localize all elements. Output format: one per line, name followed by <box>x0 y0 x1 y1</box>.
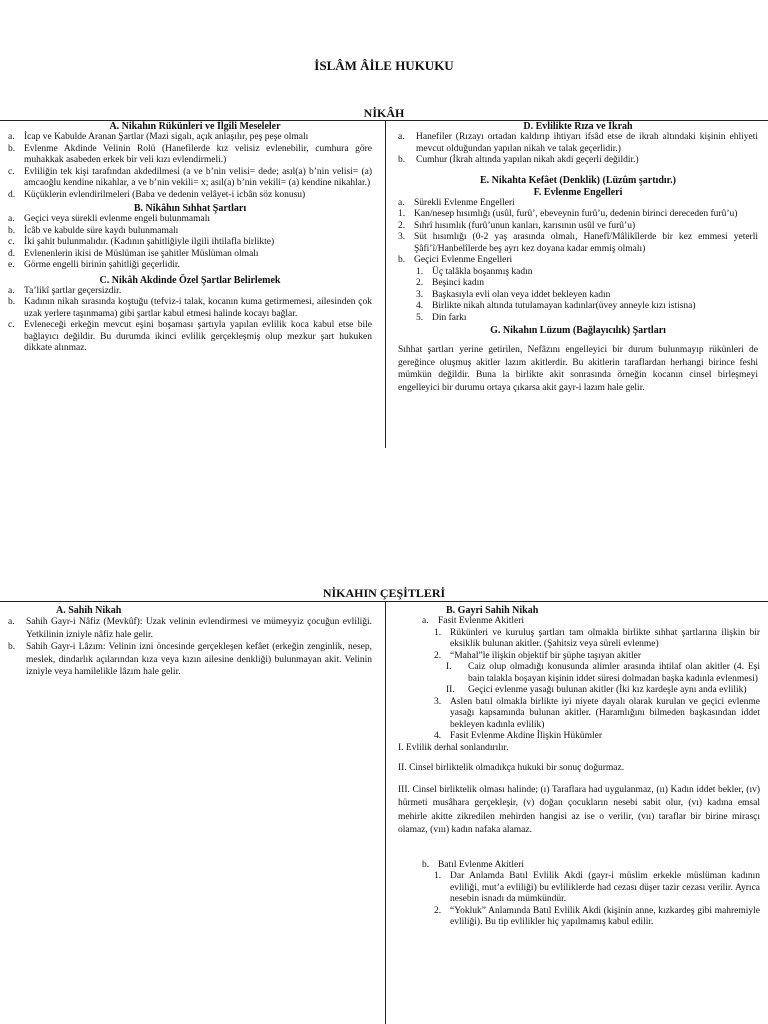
cesitler-left-column <box>8 605 372 679</box>
list-marker: b. <box>398 155 406 165</box>
list-marker: a. <box>8 132 15 142</box>
list-text: Kan/nesep hısımlığı (usûl, furû’, ebeveynin furû’u, dedenin birinci dereceden furû’u) <box>414 209 738 219</box>
hukum-1: I. Evlilik derhal sonlandırılır. <box>398 742 509 753</box>
sahih-nikah-title: A. Sahih Nikah <box>56 605 122 616</box>
list-marker: c. <box>8 166 15 177</box>
list-text: İcâb ve kabulde süre kaydı bulunmamalı <box>24 225 179 236</box>
list-text: Evliliğin tek kişi tarafından akdedilmesi (a ve b’nin velisi= dede; asıl(a) b’nin velisi= (a) amcaoğlu kendine nikahlar, a ve b’nin vekili= x; asıl(a) b’nin vekili= (a) kendine nikahlar.) <box>24 166 372 188</box>
list-text: Sahih Gayr-i Lâzım: Velinin izni öncesinde gerçekleşen kefâet (erkeğin zenginlik, nesep, meslek, dindarlık açılarından kıza veya kızın ailesine denkliği) bulunmayan akit. Velinin izniyle veya hamilelikle lâzım hale gelir. <box>26 642 372 677</box>
list-marker: I. <box>446 662 452 672</box>
list-marker: b. <box>8 297 16 307</box>
section-c-title: C. Nikâh Akdinde Özel Şartlar Belirlemek <box>99 274 281 286</box>
list-text: Evlenme Akdinde Velinin Rolü (Hanefilerde kız velisiz evlenebilir, cumhura göre muhakkak asabeden erkek bir veli kızı evlendirmeli.) <box>24 143 372 165</box>
list-text: Ta’likî şartlar geçersizdir. <box>24 285 122 296</box>
list-marker: 2. <box>416 278 424 288</box>
list-text: Din farkı <box>432 312 467 323</box>
list-text: Rükünleri ve kuruluş şartları tam olmakla birlikte sıhhat şartlarına ilişkin bir eksiklik bulunan akitler. (Şahitsiz veya süreli evlenme) <box>450 627 760 649</box>
list-marker: a. <box>8 617 15 627</box>
list-item <box>446 662 760 685</box>
gayri-sahih-title: B. Gayri Sahih Nikah <box>446 605 539 616</box>
list-item <box>8 132 372 144</box>
fasit-list <box>398 628 760 663</box>
cesitler-right-column <box>398 605 760 929</box>
list-marker: 3. <box>434 696 442 707</box>
list-item <box>8 616 372 641</box>
nikah-left-column <box>8 121 372 355</box>
list-marker: II. <box>446 685 455 695</box>
batil-sub-title: b. Batıl Evlenme Akitleri <box>422 859 525 870</box>
list-text: Fasit Evlenme Akdine İlişkin Hükümler <box>450 731 602 741</box>
list-marker: b. <box>8 143 16 154</box>
list-marker: d. <box>8 248 16 259</box>
list-item <box>398 209 758 221</box>
list-marker: d. <box>8 189 16 200</box>
list-item <box>398 132 758 155</box>
list-text: Kadının nikah sırasında koştuğu (tefviz-i talak, kocanın kuma getirmemesi, ailesinden çok uzak yerlere taşınmama) gibi şartlar kabul etmesi halinde kocayı bağlar. <box>24 297 372 319</box>
section-d-list <box>398 132 758 167</box>
list-text: “Mahal”le ilişkin objektif bir şüphe taşıyan akitler <box>450 650 642 661</box>
list-item <box>434 651 760 663</box>
list-item <box>434 871 760 906</box>
list-item <box>434 628 760 651</box>
list-text: Üç talâkla boşanmış kadın <box>432 266 533 277</box>
list-marker: b. <box>8 642 16 652</box>
list-item <box>8 226 372 238</box>
list-marker: b. <box>8 225 16 236</box>
list-marker: 3. <box>398 232 406 242</box>
list-text: Caiz olup olmadığı konusunda alimler arasında ihtilaf olan akitler (4. Eşi bain talakla boşayan kişinin iddet süresi dolmadan başka kadınla evlenmesi) <box>468 662 760 684</box>
list-text: Geçici evlenme yasağı bulunan akitler (İki kız kardeşle aynı anda evlilik) <box>468 685 747 695</box>
cesitler-top-rule <box>0 601 768 602</box>
list-item <box>8 320 372 355</box>
section-f-sub-a: a. Sürekli Evlenme Engelleri <box>398 197 515 208</box>
list-marker: 2. <box>434 650 442 661</box>
list-item <box>416 290 758 302</box>
list-item <box>398 155 758 167</box>
list-text: Sahih Gayr-i Nâfiz (Mevkûf): Uzak velinin evlendirmesi ve mümeyyiz çocuğun evliliği. Yetkilinin izniyle nâfiz hale gelir. <box>26 617 372 640</box>
list-text: İcap ve Kabulde Aranan Şartlar (Mazi sigalı, açık anlaşılır, peş peşe olmalı <box>24 132 309 142</box>
hukum-3: III. Cinsel birliktelik olması halinde; (ı) Taraflara had uygulanmaz, (ıı) Kadın iddet bekler, (ıv) hürmeti musâhara gerçekleşir, (v) doğan çocukların nesebi sabit olur, (vı) kadına emsal mehirle akitte zikredilen mehirden hangisi az ise o verilir, (vıı) taraflar bir birine mirasçı olamaz, (vııı) kadın nafaka alamaz. <box>398 784 760 835</box>
list-marker: 1. <box>434 871 442 881</box>
list-text: Hanefiler (Rızayı ortadan kaldırıp ihtiyarı ifsâd etse de ikrah altındaki kişinin ehliyeti mevcut olduğundan yapılan nikah ve talak geçerlidir.) <box>416 132 758 154</box>
fasit-list-continued <box>398 697 760 743</box>
list-text: Küçüklerin evlendirilmeleri (Baba ve dedenin velâyet-i icbân söz konusu) <box>24 189 306 200</box>
cesitler-column-divider <box>385 601 386 1024</box>
list-item <box>8 214 372 226</box>
list-text: Aslen batıl olmakla birlikte iyi niyete dayalı olarak kurulan ve geçici evlenme yasağı kapsamında bulunan akitler. (Haramlığını bilmeden başkasından iddet bekleyen kadınla evlilik) <box>450 696 760 730</box>
section-b-list <box>8 214 372 272</box>
nikah-heading: NİKÂH <box>363 106 405 120</box>
list-marker: 2. <box>434 905 442 916</box>
list-item <box>398 221 758 233</box>
list-item <box>8 167 372 190</box>
list-text: Beşinci kadın <box>432 278 484 288</box>
list-marker: 1. <box>416 266 424 277</box>
list-text: Evlenenlerin ikisi de Müslüman ise şahitler Müslüman olmalı <box>24 248 259 259</box>
section-a-list <box>8 132 372 201</box>
list-text: Görme engelli birinin şahitliği geçerlidir. <box>24 260 180 270</box>
fasit-sub-title: a. Fasit Evlenme Akitleri <box>422 616 525 626</box>
hukum-2: II. Cinsel birliktelik olmadıkça hukuki bir sonuç doğurmaz. <box>398 763 625 773</box>
list-marker: 5. <box>416 312 424 323</box>
list-item <box>8 641 372 679</box>
list-text: Evleneceği erkeğin mevcut eşini boşaması şartıyla yapılan evlilik koca kabul etse bile bağlayıcı değildir. Bu durumda ikinci evlilik gerçekleşmiş olup mezkur şart hukuken dikkate alınmaz. <box>24 320 372 353</box>
section-d-title: D. Evlilikte Rıza ve İkrah <box>523 121 633 132</box>
list-marker: a. <box>8 214 15 224</box>
list-text: İki şahit bulunmalıdır. (Kadının şahitliğiyle ilgili ihtilafla birlikte) <box>24 237 275 247</box>
list-item <box>8 237 372 249</box>
page-title: İSLÂM ÂİLE HUKUKU <box>314 58 454 73</box>
fasit-roman-list <box>398 662 760 697</box>
list-item <box>8 190 372 202</box>
batil-list <box>398 871 760 929</box>
list-item <box>8 297 372 320</box>
list-text: Süt hısımlığı (0-2 yaş arasında olmalı, Hanefî/Mâlikîlerde bir kez emmesi yeterli Şâfi’î/Hanbelîlerde beş ayrı kez doyana kadar emmiş olmalı) <box>414 232 758 254</box>
list-marker: 4. <box>416 301 424 311</box>
section-a-title: A. Nikahın Rükünleri ve İlgili Meseleler <box>109 121 281 132</box>
list-marker: 2. <box>398 220 406 231</box>
list-item <box>416 267 758 279</box>
nikah-right-column <box>398 121 758 394</box>
cesitler-heading: NİKAHIN ÇEŞİTLERİ <box>322 586 446 600</box>
list-item <box>398 232 758 255</box>
list-marker: e. <box>8 260 15 270</box>
section-e-title: E. Nikahta Kefâet (Denklik) (Lüzûm şartıdır.) <box>479 174 677 186</box>
list-item <box>8 286 372 298</box>
list-marker: 1. <box>398 209 406 219</box>
section-g-text: Sıhhat şartları yerine getirilen, Nefâzını engelleyici bir durum bulunmayıp rükünleri de gereğince oluşmuş akitler lazım akitlerdir. Bu akitlerin taraflardan herhangi birince feshi mümkün değildir. Buna la birlikte akit sonrasında örneğin kocanın cinsel birleşmeyi engelleyici bir durumu ortaya çıkarsa akit gayr-i lazım hale gelir. <box>398 345 758 393</box>
list-marker: a. <box>398 132 405 142</box>
section-g-title: G. Nikahın Lüzum (Bağlayıcılık) Şartları <box>490 325 666 336</box>
list-marker: c. <box>8 237 15 247</box>
list-item <box>434 906 760 929</box>
list-marker: 1. <box>434 627 442 638</box>
section-b-title: B. Nikâhın Sıhhat Şartları <box>133 203 247 214</box>
list-item <box>416 301 758 313</box>
list-text: Başkasıyla evli olan veya iddet bekleyen kadın <box>432 289 611 300</box>
list-item <box>8 249 372 261</box>
list-marker: 4. <box>434 731 442 741</box>
list-item <box>416 278 758 290</box>
list-text: Cumhur (İkrah altında yapılan nikah akdi geçerli değildir.) <box>416 155 639 165</box>
list-marker: c. <box>8 320 15 330</box>
section-f-list-a <box>398 209 758 255</box>
section-f-title: F. Evlenme Engelleri <box>533 186 623 198</box>
list-item <box>416 313 758 325</box>
list-item <box>446 685 760 697</box>
list-marker: 3. <box>416 289 424 300</box>
list-text: Birlikte nikah altında tutulamayan kadınlar(üvey anneyle kızı istisna) <box>432 301 696 311</box>
list-item <box>8 144 372 167</box>
list-item <box>8 260 372 272</box>
section-f-list-b <box>398 267 758 325</box>
list-text: Geçici veya sürekli evlenme engeli bulunmamalı <box>24 214 210 224</box>
list-item <box>434 697 760 732</box>
nikah-column-divider <box>385 120 386 448</box>
list-text: “Yokluk” Anlamında Batıl Evlilik Akdi (kişinin anne, kızkardeş gibi mahremiyle evliliği). Bu tip evlilikler hiç yapılmamış kabul edilir. <box>450 905 760 927</box>
section-c-list <box>8 286 372 355</box>
sahih-nikah-list <box>8 616 372 679</box>
list-text: Dar Anlamda Batıl Evlilik Akdi (gayr-i müslim erkekle müslüman kadının evliliği, mut’a evliliği) bu evliliklerde had cezası düşer tazir cezası verilir. Ayrıca nesebin isnadı da mümkündür. <box>450 871 760 904</box>
section-f-sub-b: b. Geçici Evlenme Engelleri <box>398 255 513 265</box>
list-marker: a. <box>8 285 15 296</box>
list-text: Sıhrî hısımlık (furû’unun kanları, karısının usûl ve furû’u) <box>414 220 636 231</box>
list-item <box>434 731 760 743</box>
